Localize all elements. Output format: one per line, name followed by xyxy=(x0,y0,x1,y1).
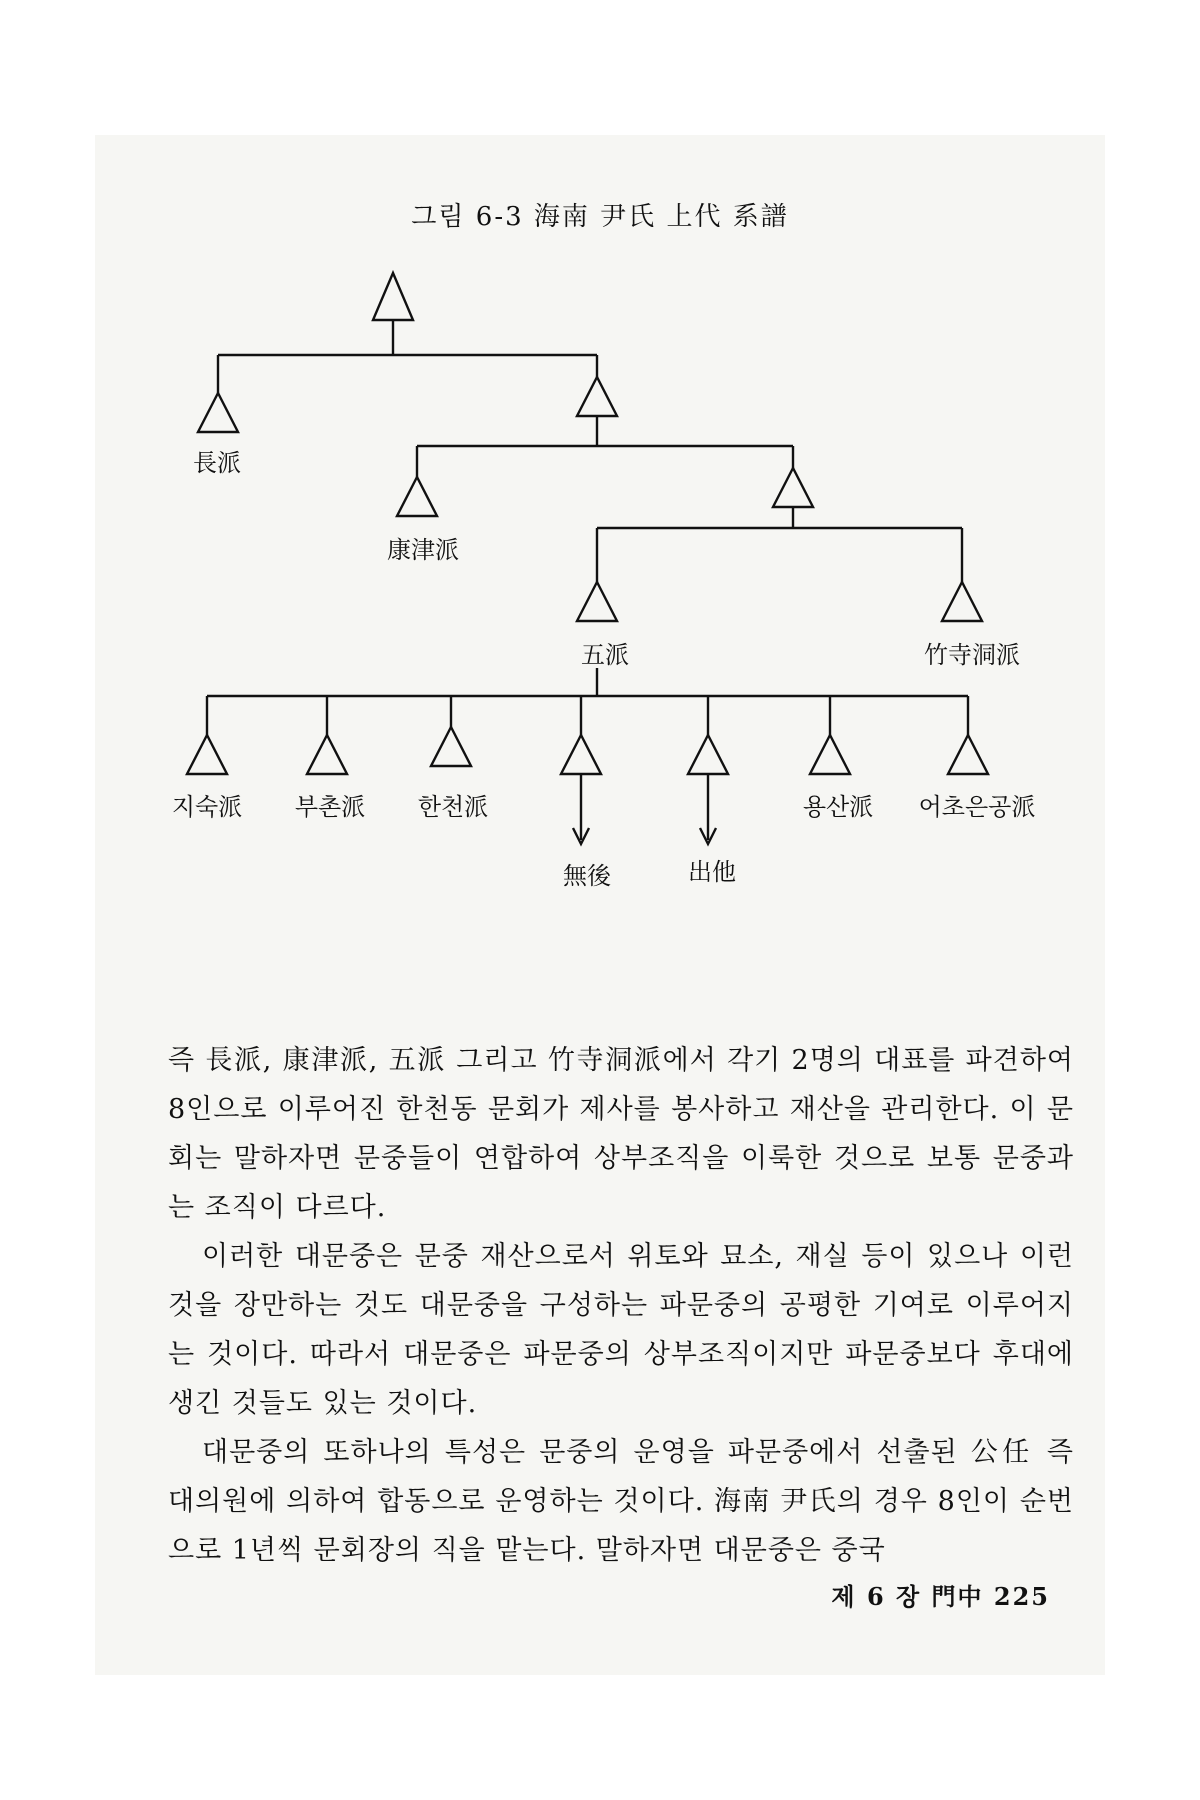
figure-caption: 그림 6-3 海南 尹氏 上代 系譜 xyxy=(411,202,789,232)
juksadongpa-node xyxy=(942,582,982,621)
eochoeungongpa-node xyxy=(948,735,988,774)
paragraph-1: 즉 長派, 康津派, 五派 그리고 竹寺洞派에서 각기 2명의 대표를 파견하여 8인으로 이루어진 한천동 문회가 제사를 봉사하고 재산을 관리한다. 이 문회는 말하자면 문중들이 연합하여 상부조직을 이룩한 것으로 보통 문중과는 조직이 다르다. xyxy=(168,1045,1074,1223)
gen2-second-node xyxy=(773,468,813,507)
paragraph-3: 대문중의 또하나의 특성은 문중의 운영을 파문중에서 선출된 公任 즉 대의원에 의하여 합동으로 운영하는 것이다. 海南 尹氏의 경우 8인이 순번으로 1년씩 문회장의 직을 맡는다. 말하자면 대문중은 중국 xyxy=(168,1437,1074,1566)
opa-node xyxy=(577,582,617,621)
hancheonpa-node xyxy=(431,727,471,766)
yongsanpa-label: 용산派 xyxy=(802,793,874,821)
root-ancestor-node xyxy=(373,273,413,320)
juksadongpa-label: 竹寺洞派 xyxy=(924,641,1020,669)
page-footer: 제 6 장 門中 225 xyxy=(831,1582,1050,1611)
body-text xyxy=(168,1036,1074,1575)
buchonpa-node xyxy=(307,735,347,774)
opa-label: 五派 xyxy=(581,641,629,669)
chulta-node xyxy=(688,735,728,774)
jangpa-label: 長派 xyxy=(193,449,241,477)
gangjinpa-node xyxy=(397,477,437,516)
muhu-label: 無後 xyxy=(563,862,611,890)
gangjinpa-label: 康津派 xyxy=(387,536,459,564)
jisukpa-node xyxy=(187,735,227,774)
hancheonpa-label: 한천派 xyxy=(417,793,489,821)
muhu-node xyxy=(561,735,601,774)
yongsanpa-node xyxy=(810,735,850,774)
gen1-second-node xyxy=(577,377,617,416)
buchonpa-label: 부촌派 xyxy=(294,793,366,821)
eochoeungongpa-label: 어초은공派 xyxy=(918,793,1036,821)
paragraph-2: 이러한 대문중은 문중 재산으로서 위토와 묘소, 재실 등이 있으나 이런 것을 장만하는 것도 대문중을 구성하는 파문중의 공평한 기여로 이루어지는 것이다. 따라서 대문중은 파문중의 상부조직이지만 파문중보다 후대에 생긴 것들도 있는 것이다. xyxy=(168,1241,1074,1419)
chulta-label: 出他 xyxy=(688,858,736,886)
jisukpa-label: 지숙派 xyxy=(171,793,243,821)
jangpa-node xyxy=(198,393,238,432)
